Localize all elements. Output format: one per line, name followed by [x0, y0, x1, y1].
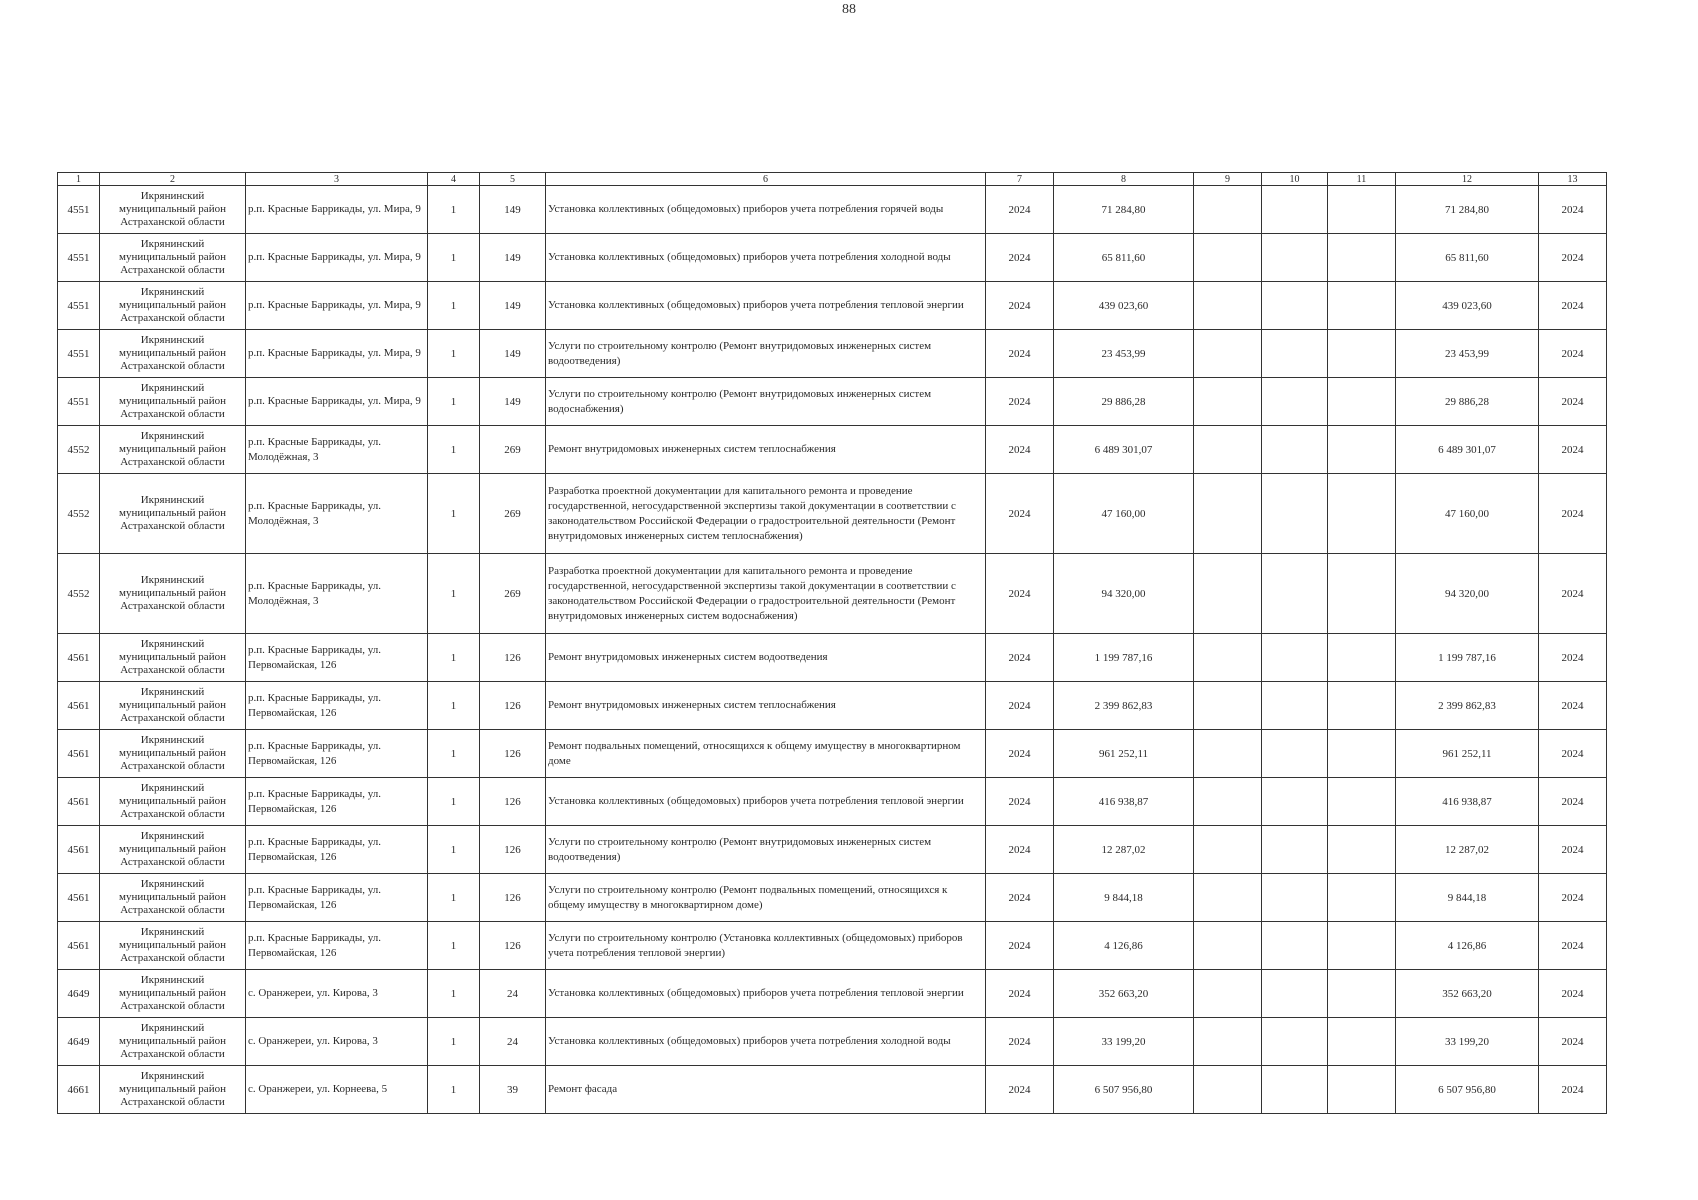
address-cell: р.п. Красные Баррикады, ул. Мира, 9 [246, 186, 428, 234]
year-cell: 2024 [986, 426, 1054, 474]
column-9-cell [1194, 186, 1262, 234]
column-10-cell [1262, 234, 1328, 282]
cost-cell: 47 160,00 [1054, 474, 1194, 554]
column-header: 8 [1054, 173, 1194, 186]
column-13-cell: 2024 [1539, 730, 1607, 778]
column-header: 2 [100, 173, 246, 186]
column-9-cell [1194, 234, 1262, 282]
column-10-cell [1262, 1018, 1328, 1066]
column-11-cell [1328, 874, 1396, 922]
cost-cell: 352 663,20 [1054, 970, 1194, 1018]
column-10-cell [1262, 970, 1328, 1018]
table-row [58, 426, 1607, 474]
cost-cell: 23 453,99 [1054, 330, 1194, 378]
column-4-cell: 1 [428, 474, 480, 554]
column-11-cell [1328, 330, 1396, 378]
column-10-cell [1262, 682, 1328, 730]
column-10-cell [1262, 922, 1328, 970]
column-4-cell: 1 [428, 234, 480, 282]
column-9-cell [1194, 826, 1262, 874]
year-cell: 2024 [986, 874, 1054, 922]
work-type-cell: Услуги по строительному контролю (Установка коллективных (общедомовых) приборов учета потребления тепловой энергии) [546, 922, 986, 970]
column-9-cell [1194, 682, 1262, 730]
year-cell: 2024 [986, 682, 1054, 730]
column-12-cell: 2 399 862,83 [1396, 682, 1539, 730]
column-4-cell: 1 [428, 826, 480, 874]
work-type-cell: Установка коллективных (общедомовых) приборов учета потребления холодной воды [546, 234, 986, 282]
column-5-cell: 269 [480, 426, 546, 474]
column-12-cell: 4 126,86 [1396, 922, 1539, 970]
column-9-cell [1194, 330, 1262, 378]
year-cell: 2024 [986, 922, 1054, 970]
cost-cell: 94 320,00 [1054, 554, 1194, 634]
column-5-cell: 126 [480, 826, 546, 874]
column-10-cell [1262, 730, 1328, 778]
table-row [58, 554, 1607, 634]
column-9-cell [1194, 1066, 1262, 1114]
column-11-cell [1328, 826, 1396, 874]
column-5-cell: 269 [480, 554, 546, 634]
address-cell: р.п. Красные Баррикады, ул. Первомайская, 126 [246, 730, 428, 778]
column-12-cell: 65 811,60 [1396, 234, 1539, 282]
column-header: 3 [246, 173, 428, 186]
column-10-cell [1262, 1066, 1328, 1114]
address-cell: р.п. Красные Баррикады, ул. Молодёжная, 3 [246, 554, 428, 634]
object-id-cell: 4561 [58, 730, 100, 778]
column-9-cell [1194, 730, 1262, 778]
municipality-cell: Икрянинский муниципальный район Астраханской области [100, 282, 246, 330]
table-row [58, 186, 1607, 234]
column-11-cell [1328, 970, 1396, 1018]
column-9-cell [1194, 1018, 1262, 1066]
column-13-cell: 2024 [1539, 186, 1607, 234]
municipality-cell: Икрянинский муниципальный район Астраханской области [100, 378, 246, 426]
municipality-cell: Икрянинский муниципальный район Астраханской области [100, 330, 246, 378]
table-row [58, 826, 1607, 874]
column-4-cell: 1 [428, 730, 480, 778]
column-4-cell: 1 [428, 634, 480, 682]
column-5-cell: 126 [480, 634, 546, 682]
year-cell: 2024 [986, 778, 1054, 826]
column-11-cell [1328, 426, 1396, 474]
work-type-cell: Установка коллективных (общедомовых) приборов учета потребления тепловой энергии [546, 778, 986, 826]
year-cell: 2024 [986, 330, 1054, 378]
year-cell: 2024 [986, 634, 1054, 682]
address-cell: с. Оранжереи, ул. Кирова, 3 [246, 1018, 428, 1066]
column-12-cell: 6 489 301,07 [1396, 426, 1539, 474]
column-12-cell: 29 886,28 [1396, 378, 1539, 426]
address-cell: р.п. Красные Баррикады, ул. Мира, 9 [246, 378, 428, 426]
municipality-cell: Икрянинский муниципальный район Астраханской области [100, 234, 246, 282]
municipality-cell: Икрянинский муниципальный район Астраханской области [100, 1066, 246, 1114]
column-10-cell [1262, 426, 1328, 474]
municipality-cell: Икрянинский муниципальный район Астраханской области [100, 922, 246, 970]
column-12-cell: 961 252,11 [1396, 730, 1539, 778]
object-id-cell: 4649 [58, 1018, 100, 1066]
column-5-cell: 149 [480, 282, 546, 330]
municipality-cell: Икрянинский муниципальный район Астраханской области [100, 426, 246, 474]
cost-cell: 4 126,86 [1054, 922, 1194, 970]
municipality-cell: Икрянинский муниципальный район Астраханской области [100, 970, 246, 1018]
column-5-cell: 149 [480, 234, 546, 282]
column-13-cell: 2024 [1539, 1066, 1607, 1114]
column-4-cell: 1 [428, 970, 480, 1018]
municipality-cell: Икрянинский муниципальный район Астраханской области [100, 634, 246, 682]
address-cell: р.п. Красные Баррикады, ул. Первомайская, 126 [246, 682, 428, 730]
object-id-cell: 4551 [58, 186, 100, 234]
column-5-cell: 149 [480, 378, 546, 426]
address-cell: р.п. Красные Баррикады, ул. Мира, 9 [246, 234, 428, 282]
column-12-cell: 416 938,87 [1396, 778, 1539, 826]
address-cell: р.п. Красные Баррикады, ул. Мира, 9 [246, 330, 428, 378]
cost-cell: 29 886,28 [1054, 378, 1194, 426]
column-5-cell: 126 [480, 778, 546, 826]
work-type-cell: Установка коллективных (общедомовых) приборов учета потребления тепловой энергии [546, 970, 986, 1018]
object-id-cell: 4551 [58, 330, 100, 378]
table-row [58, 474, 1607, 554]
year-cell: 2024 [986, 1066, 1054, 1114]
year-cell: 2024 [986, 282, 1054, 330]
column-number-row [58, 173, 1607, 186]
column-4-cell: 1 [428, 682, 480, 730]
address-cell: с. Оранжереи, ул. Кирова, 3 [246, 970, 428, 1018]
cost-cell: 1 199 787,16 [1054, 634, 1194, 682]
cost-cell: 9 844,18 [1054, 874, 1194, 922]
column-10-cell [1262, 634, 1328, 682]
column-header: 13 [1539, 173, 1607, 186]
address-cell: р.п. Красные Баррикады, ул. Первомайская, 126 [246, 826, 428, 874]
column-9-cell [1194, 970, 1262, 1018]
municipality-cell: Икрянинский муниципальный район Астраханской области [100, 474, 246, 554]
address-cell: р.п. Красные Баррикады, ул. Первомайская, 126 [246, 634, 428, 682]
column-header: 9 [1194, 173, 1262, 186]
column-13-cell: 2024 [1539, 826, 1607, 874]
column-4-cell: 1 [428, 778, 480, 826]
object-id-cell: 4551 [58, 234, 100, 282]
object-id-cell: 4561 [58, 826, 100, 874]
column-11-cell [1328, 378, 1396, 426]
object-id-cell: 4649 [58, 970, 100, 1018]
column-13-cell: 2024 [1539, 330, 1607, 378]
work-type-cell: Разработка проектной документации для капитального ремонта и проведение государственной, негосударственной экспертизы такой документации в соответствии с законодательством Российской Федерации о градостроительной деятельности (Ремонт внутридомовых инженерных систем водоснабжения) [546, 554, 986, 634]
column-12-cell: 94 320,00 [1396, 554, 1539, 634]
table-row [58, 378, 1607, 426]
year-cell: 2024 [986, 1018, 1054, 1066]
municipality-cell: Икрянинский муниципальный район Астраханской области [100, 730, 246, 778]
column-11-cell [1328, 474, 1396, 554]
year-cell: 2024 [986, 554, 1054, 634]
column-4-cell: 1 [428, 554, 480, 634]
column-13-cell: 2024 [1539, 378, 1607, 426]
object-id-cell: 4551 [58, 378, 100, 426]
column-9-cell [1194, 378, 1262, 426]
column-4-cell: 1 [428, 1066, 480, 1114]
cost-cell: 2 399 862,83 [1054, 682, 1194, 730]
work-type-cell: Установка коллективных (общедомовых) приборов учета потребления холодной воды [546, 1018, 986, 1066]
page-number: 88 [842, 2, 856, 17]
column-13-cell: 2024 [1539, 474, 1607, 554]
column-9-cell [1194, 634, 1262, 682]
municipality-cell: Икрянинский муниципальный район Астраханской области [100, 1018, 246, 1066]
table-row [58, 634, 1607, 682]
column-header: 4 [428, 173, 480, 186]
column-10-cell [1262, 474, 1328, 554]
year-cell: 2024 [986, 378, 1054, 426]
column-10-cell [1262, 330, 1328, 378]
column-header: 1 [58, 173, 100, 186]
address-cell: с. Оранжереи, ул. Корнеева, 5 [246, 1066, 428, 1114]
object-id-cell: 4552 [58, 474, 100, 554]
table-row [58, 1066, 1607, 1114]
column-4-cell: 1 [428, 378, 480, 426]
column-12-cell: 12 287,02 [1396, 826, 1539, 874]
work-type-cell: Установка коллективных (общедомовых) приборов учета потребления тепловой энергии [546, 282, 986, 330]
column-9-cell [1194, 554, 1262, 634]
municipality-cell: Икрянинский муниципальный район Астраханской области [100, 682, 246, 730]
column-12-cell: 33 199,20 [1396, 1018, 1539, 1066]
object-id-cell: 4561 [58, 778, 100, 826]
object-id-cell: 4552 [58, 554, 100, 634]
column-11-cell [1328, 922, 1396, 970]
column-12-cell: 439 023,60 [1396, 282, 1539, 330]
column-5-cell: 126 [480, 730, 546, 778]
column-5-cell: 149 [480, 186, 546, 234]
table-row [58, 922, 1607, 970]
column-4-cell: 1 [428, 330, 480, 378]
column-11-cell [1328, 1066, 1396, 1114]
column-11-cell [1328, 234, 1396, 282]
table-row [58, 778, 1607, 826]
object-id-cell: 4561 [58, 682, 100, 730]
table-row [58, 330, 1607, 378]
cost-cell: 6 507 956,80 [1054, 1066, 1194, 1114]
table-row [58, 1018, 1607, 1066]
address-cell: р.п. Красные Баррикады, ул. Первомайская, 126 [246, 874, 428, 922]
column-13-cell: 2024 [1539, 682, 1607, 730]
object-id-cell: 4551 [58, 282, 100, 330]
work-type-cell: Установка коллективных (общедомовых) приборов учета потребления горячей воды [546, 186, 986, 234]
column-5-cell: 126 [480, 922, 546, 970]
year-cell: 2024 [986, 970, 1054, 1018]
cost-cell: 71 284,80 [1054, 186, 1194, 234]
column-5-cell: 126 [480, 874, 546, 922]
cost-cell: 439 023,60 [1054, 282, 1194, 330]
address-cell: р.п. Красные Баррикады, ул. Молодёжная, 3 [246, 474, 428, 554]
column-10-cell [1262, 554, 1328, 634]
work-type-cell: Услуги по строительному контролю (Ремонт подвальных помещений, относящихся к общему имуществу в многоквартирном доме) [546, 874, 986, 922]
municipality-cell: Икрянинский муниципальный район Астраханской области [100, 874, 246, 922]
column-11-cell [1328, 1018, 1396, 1066]
cost-cell: 12 287,02 [1054, 826, 1194, 874]
cost-cell: 33 199,20 [1054, 1018, 1194, 1066]
column-4-cell: 1 [428, 282, 480, 330]
column-header: 12 [1396, 173, 1539, 186]
column-11-cell [1328, 682, 1396, 730]
work-type-cell: Услуги по строительному контролю (Ремонт внутридомовых инженерных систем водоотведения) [546, 330, 986, 378]
column-5-cell: 24 [480, 970, 546, 1018]
column-4-cell: 1 [428, 1018, 480, 1066]
column-9-cell [1194, 874, 1262, 922]
year-cell: 2024 [986, 186, 1054, 234]
column-12-cell: 47 160,00 [1396, 474, 1539, 554]
object-id-cell: 4552 [58, 426, 100, 474]
work-type-cell: Услуги по строительному контролю (Ремонт внутридомовых инженерных систем водоотведения) [546, 826, 986, 874]
work-type-cell: Ремонт внутридомовых инженерных систем водоотведения [546, 634, 986, 682]
object-id-cell: 4661 [58, 1066, 100, 1114]
column-4-cell: 1 [428, 426, 480, 474]
work-type-cell: Ремонт подвальных помещений, относящихся к общему имуществу в многоквартирном доме [546, 730, 986, 778]
table-row [58, 682, 1607, 730]
column-4-cell: 1 [428, 922, 480, 970]
column-header: 11 [1328, 173, 1396, 186]
column-10-cell [1262, 186, 1328, 234]
municipality-cell: Икрянинский муниципальный район Астраханской области [100, 186, 246, 234]
address-cell: р.п. Красные Баррикады, ул. Молодёжная, 3 [246, 426, 428, 474]
column-10-cell [1262, 826, 1328, 874]
table-body [58, 186, 1607, 1114]
work-type-cell: Разработка проектной документации для капитального ремонта и проведение государственной, негосударственной экспертизы такой документации в соответствии с законодательством Российской Федерации о градостроительной деятельности (Ремонт внутридомовых инженерных систем теплоснабжения) [546, 474, 986, 554]
column-5-cell: 126 [480, 682, 546, 730]
column-13-cell: 2024 [1539, 922, 1607, 970]
table-row [58, 874, 1607, 922]
column-13-cell: 2024 [1539, 282, 1607, 330]
column-13-cell: 2024 [1539, 234, 1607, 282]
column-12-cell: 1 199 787,16 [1396, 634, 1539, 682]
capital-repair-table [57, 172, 1607, 1114]
column-11-cell [1328, 554, 1396, 634]
object-id-cell: 4561 [58, 874, 100, 922]
column-5-cell: 269 [480, 474, 546, 554]
object-id-cell: 4561 [58, 922, 100, 970]
column-4-cell: 1 [428, 186, 480, 234]
column-5-cell: 39 [480, 1066, 546, 1114]
column-12-cell: 9 844,18 [1396, 874, 1539, 922]
column-header: 5 [480, 173, 546, 186]
column-header: 6 [546, 173, 986, 186]
year-cell: 2024 [986, 730, 1054, 778]
table-row [58, 234, 1607, 282]
column-12-cell: 71 284,80 [1396, 186, 1539, 234]
column-9-cell [1194, 922, 1262, 970]
column-10-cell [1262, 778, 1328, 826]
object-id-cell: 4561 [58, 634, 100, 682]
column-11-cell [1328, 282, 1396, 330]
column-11-cell [1328, 730, 1396, 778]
column-5-cell: 149 [480, 330, 546, 378]
column-12-cell: 23 453,99 [1396, 330, 1539, 378]
table-row [58, 970, 1607, 1018]
column-13-cell: 2024 [1539, 634, 1607, 682]
work-type-cell: Ремонт внутридомовых инженерных систем теплоснабжения [546, 426, 986, 474]
year-cell: 2024 [986, 474, 1054, 554]
column-11-cell [1328, 186, 1396, 234]
work-type-cell: Ремонт внутридомовых инженерных систем теплоснабжения [546, 682, 986, 730]
address-cell: р.п. Красные Баррикады, ул. Первомайская, 126 [246, 778, 428, 826]
address-cell: р.п. Красные Баррикады, ул. Мира, 9 [246, 282, 428, 330]
column-12-cell: 6 507 956,80 [1396, 1066, 1539, 1114]
column-4-cell: 1 [428, 874, 480, 922]
address-cell: р.п. Красные Баррикады, ул. Первомайская, 126 [246, 922, 428, 970]
column-13-cell: 2024 [1539, 874, 1607, 922]
column-header: 7 [986, 173, 1054, 186]
cost-cell: 961 252,11 [1054, 730, 1194, 778]
municipality-cell: Икрянинский муниципальный район Астраханской области [100, 778, 246, 826]
cost-cell: 6 489 301,07 [1054, 426, 1194, 474]
cost-cell: 65 811,60 [1054, 234, 1194, 282]
table-row [58, 730, 1607, 778]
column-12-cell: 352 663,20 [1396, 970, 1539, 1018]
column-9-cell [1194, 426, 1262, 474]
column-13-cell: 2024 [1539, 970, 1607, 1018]
column-11-cell [1328, 778, 1396, 826]
column-10-cell [1262, 378, 1328, 426]
table-row [58, 282, 1607, 330]
column-9-cell [1194, 474, 1262, 554]
column-9-cell [1194, 282, 1262, 330]
column-10-cell [1262, 874, 1328, 922]
municipality-cell: Икрянинский муниципальный район Астраханской области [100, 826, 246, 874]
column-9-cell [1194, 778, 1262, 826]
year-cell: 2024 [986, 234, 1054, 282]
column-10-cell [1262, 282, 1328, 330]
column-13-cell: 2024 [1539, 1018, 1607, 1066]
column-header: 10 [1262, 173, 1328, 186]
cost-cell: 416 938,87 [1054, 778, 1194, 826]
municipality-cell: Икрянинский муниципальный район Астраханской области [100, 554, 246, 634]
column-13-cell: 2024 [1539, 426, 1607, 474]
year-cell: 2024 [986, 826, 1054, 874]
column-5-cell: 24 [480, 1018, 546, 1066]
column-13-cell: 2024 [1539, 554, 1607, 634]
work-type-cell: Услуги по строительному контролю (Ремонт внутридомовых инженерных систем водоснабжения) [546, 378, 986, 426]
work-type-cell: Ремонт фасада [546, 1066, 986, 1114]
column-11-cell [1328, 634, 1396, 682]
column-13-cell: 2024 [1539, 778, 1607, 826]
